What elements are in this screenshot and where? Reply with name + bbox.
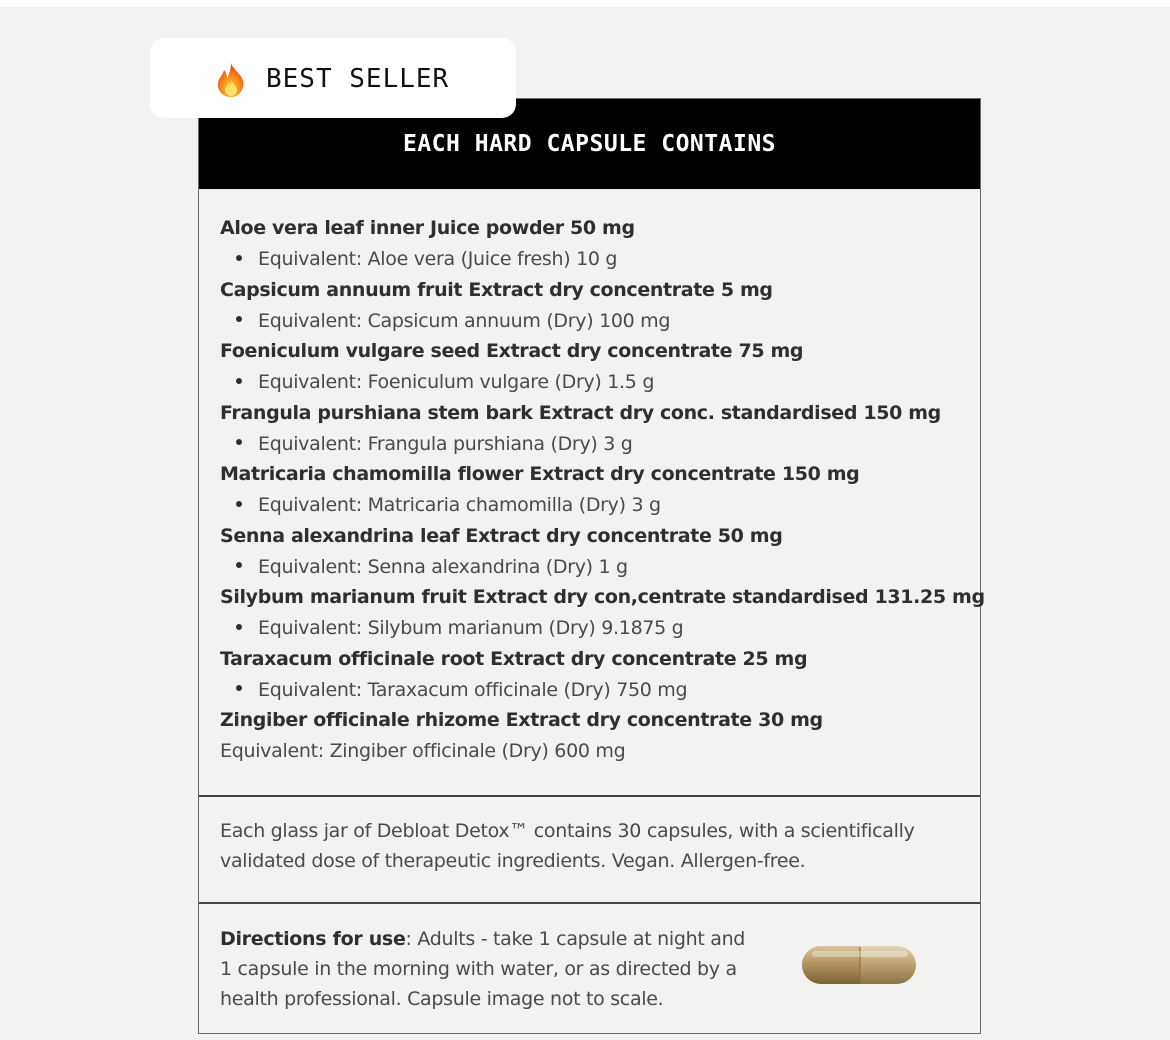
- bullet-icon: [236, 255, 242, 261]
- bullet-icon: [236, 562, 242, 568]
- ingredient-equivalent: [220, 675, 965, 706]
- ingredients-list: [220, 213, 985, 767]
- ingredient-equivalent: [220, 429, 965, 460]
- directions-body: : Adults - take 1 capsule at night and 1 capsule in the morning with water, or as directed by a health professional. Capsule image not to scale.: [220, 928, 746, 1010]
- fire-icon: [214, 62, 248, 98]
- equivalent-text: Equivalent: Aloe vera (Juice fresh) 10 g: [258, 248, 618, 270]
- ingredient-equivalent: [220, 244, 965, 275]
- directions-label: Directions for use: [220, 928, 406, 950]
- ingredients-card: [198, 98, 985, 1034]
- ingredient-name: Zingiber officinale rhizome Extract dry concentrate 30 mg: [220, 709, 823, 731]
- card-header-title: EACH HARD CAPSULE CONTAINS: [402, 131, 777, 157]
- directions-text: [220, 924, 760, 1014]
- best-seller-badge: [150, 38, 516, 118]
- section-divider: [199, 795, 980, 797]
- ingredient-name: Taraxacum officinale root Extract dry concentrate 25 mg: [220, 647, 808, 670]
- bullet-icon: [236, 439, 242, 445]
- ingredient-name: Matricaria chamomilla flower Extract dry concentrate 150 mg: [220, 463, 860, 485]
- ingredient-name: Capsicum annuum fruit Extract dry concentrate 5 mg: [220, 278, 773, 301]
- equivalent-text: Equivalent: Matricaria chamomilla (Dry) 3 g: [258, 494, 661, 516]
- equivalent-text: Equivalent: Silybum marianum (Dry) 9.1875 g: [258, 617, 684, 639]
- bullet-icon: [236, 501, 242, 507]
- ingredient-equivalent: Equivalent: Zingiber officinale (Dry) 600 mg: [220, 740, 626, 762]
- equivalent-text: Equivalent: Taraxacum officinale (Dry) 750 mg: [258, 678, 688, 701]
- bullet-icon: [236, 685, 242, 691]
- ingredient-name: Frangula purshiana stem bark Extract dry conc. standardised 150 mg: [220, 401, 941, 424]
- top-strip: [0, 0, 1170, 7]
- ingredient-equivalent: [220, 490, 965, 521]
- ingredient-equivalent: [220, 552, 965, 583]
- equivalent-text: Equivalent: Frangula purshiana (Dry) 3 g: [258, 432, 633, 455]
- best-seller-label: BEST SELLER: [266, 64, 450, 94]
- equivalent-text: Equivalent: Foeniculum vulgare (Dry) 1.5 g: [258, 371, 655, 393]
- ingredient-equivalent: [220, 306, 965, 337]
- equivalent-text: Equivalent: Senna alexandrina (Dry) 1 g: [258, 555, 628, 578]
- ingredient-equivalent: [220, 613, 965, 644]
- bullet-icon: [236, 624, 242, 630]
- ingredient-name: Silybum marianum fruit Extract dry con,centrate standardised 131.25 mg: [220, 586, 985, 608]
- equivalent-text: Equivalent: Capsicum annuum (Dry) 100 mg: [258, 309, 671, 332]
- section-divider: [199, 902, 980, 904]
- ingredient-name: Foeniculum vulgare seed Extract dry concentrate 75 mg: [220, 340, 804, 362]
- bullet-icon: [236, 316, 242, 322]
- ingredient-name: Aloe vera leaf inner Juice powder 50 mg: [220, 217, 635, 239]
- ingredient-name: Senna alexandrina leaf Extract dry concentrate 50 mg: [220, 524, 783, 547]
- bullet-icon: [236, 378, 242, 384]
- ingredient-equivalent: [220, 367, 965, 398]
- product-description: Each glass jar of Debloat Detox™ contains 30 capsules, with a scientifically validated dose of therapeutic ingredients. Vegan. Allergen-free.: [220, 820, 915, 872]
- capsule-icon: [800, 941, 918, 989]
